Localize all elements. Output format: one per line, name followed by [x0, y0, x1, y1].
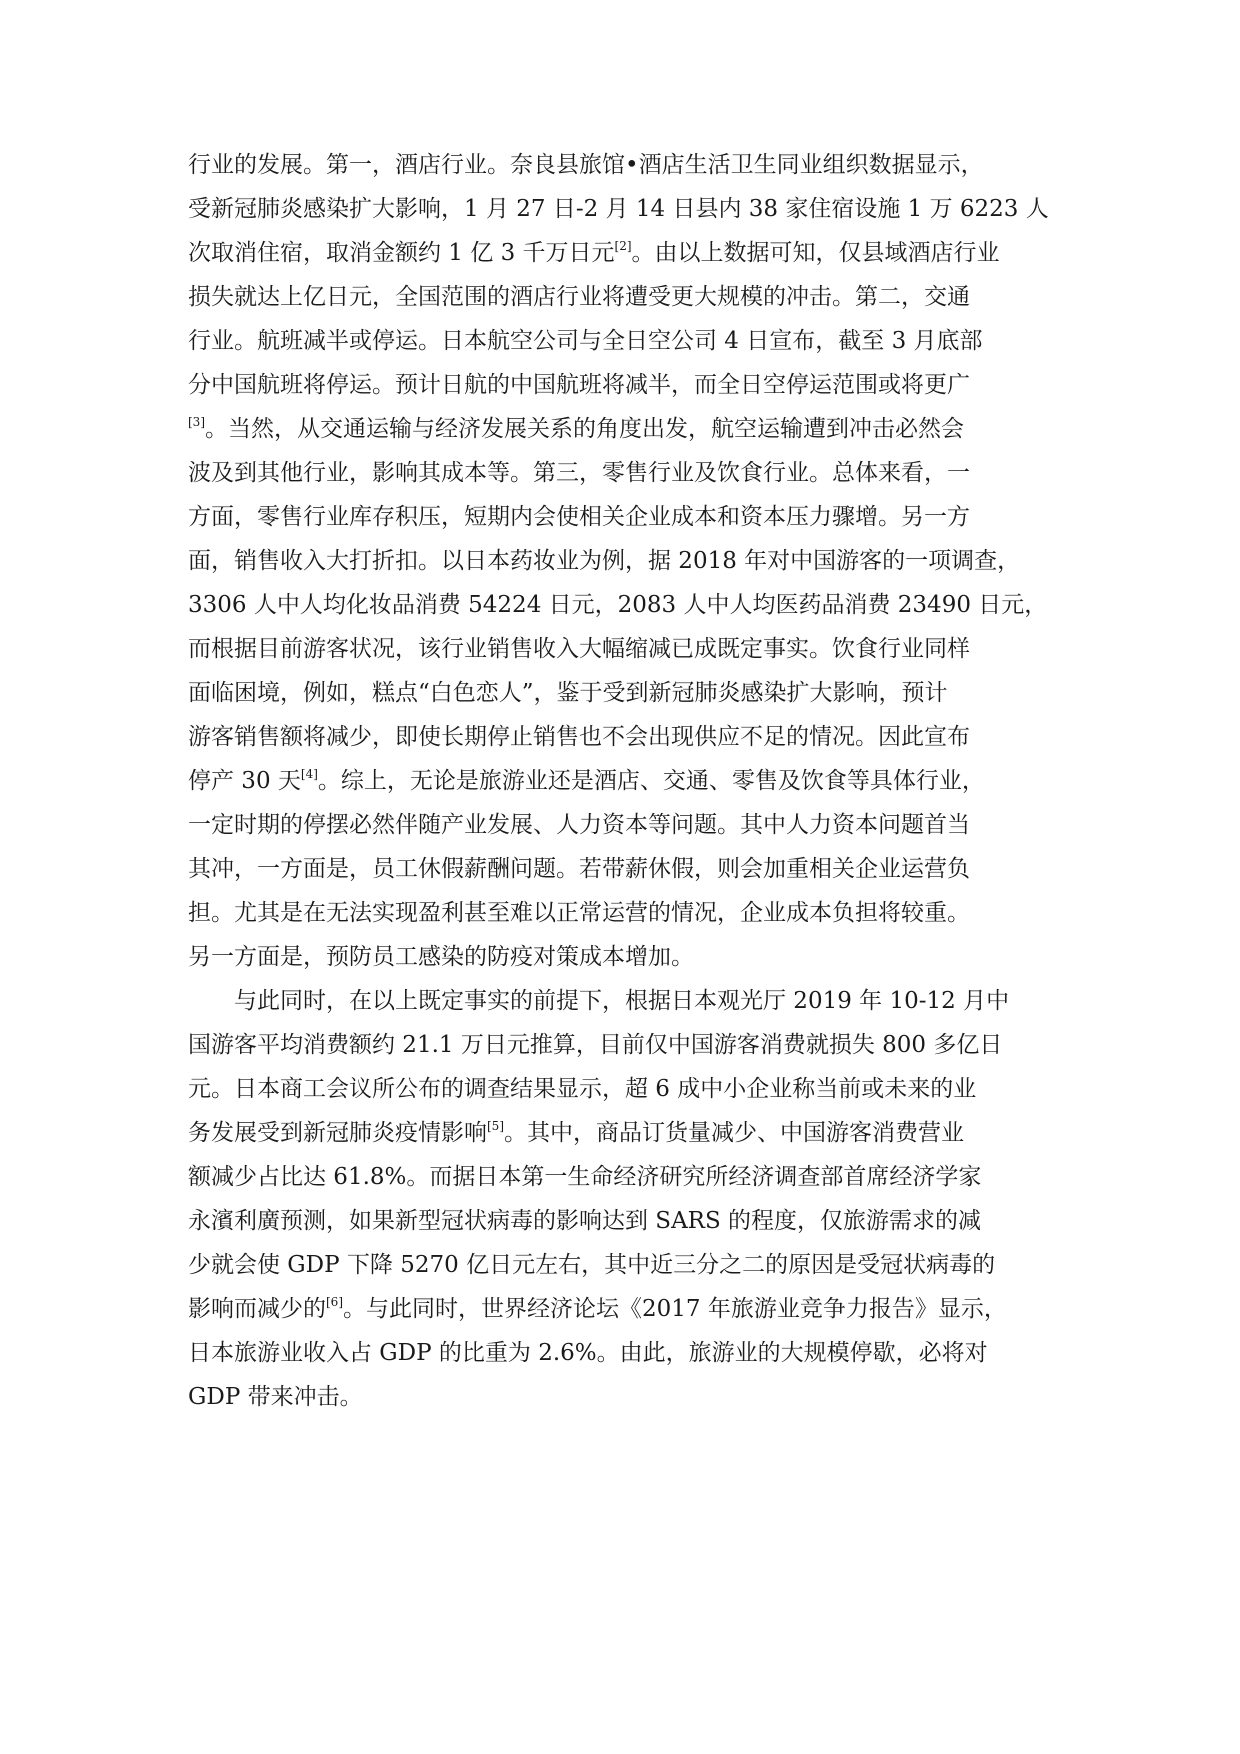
text-line: 方面，零售行业库存积压，短期内会使相关企业成本和资本压力骤增。另一方 — [188, 504, 970, 530]
text-line: 面，销售收入大打折扣。以日本药妆业为例，据 2018 年对中国游客的一项调查， — [188, 548, 1021, 574]
text-run: 。与此同时，世界经济论坛《2017 年旅游业竞争力报告》显示， — [343, 1296, 1007, 1322]
citation-ref: [3] — [188, 415, 205, 429]
paragraph-economic-loss — [188, 979, 1088, 1419]
text-line — [188, 759, 1088, 803]
text-line: 少就会使 GDP 下降 5270 亿日元左右，其中近三分之二的原因是受冠状病毒的 — [188, 1252, 996, 1278]
text-line — [188, 1111, 1088, 1155]
text-line — [188, 231, 1088, 275]
text-line: 而根据目前游客状况，该行业销售收入大幅缩减已成既定事实。饮食行业同样 — [188, 636, 970, 662]
text-line: 一定时期的停摆必然伴随产业发展、人力资本等问题。其中人力资本问题首当 — [188, 812, 970, 838]
text-line: 损失就达上亿日元，全国范围的酒店行业将遭受更大规模的冲击。第二，交通 — [188, 284, 970, 310]
text-run: 。由以上数据可知，仅县域酒店行业 — [631, 240, 1000, 266]
text-line: 与此同时，在以上既定事实的前提下，根据日本观光厅 2019 年 10-12 月中 — [234, 988, 1010, 1014]
text-line: 游客销售额将减少，即使长期停止销售也不会出现供应不足的情况。因此宣布 — [188, 724, 970, 750]
text-line: 担。尤其是在无法实现盈利甚至难以正常运营的情况，企业成本负担将较重。 — [188, 900, 970, 926]
text-line: 分中国航班将停运。预计日航的中国航班将减半，而全日空停运范围或将更广 — [188, 372, 970, 398]
text-line: 行业。航班减半或停运。日本航空公司与全日空公司 4 日宣布，截至 3 月底部 — [188, 328, 983, 354]
text-line — [188, 407, 1088, 451]
text-line — [188, 1287, 1088, 1331]
paragraph-industry-impact — [188, 143, 1088, 979]
text-line: 国游客平均消费额约 21.1 万日元推算，目前仅中国游客消费就损失 800 多亿日 — [188, 1032, 1003, 1058]
text-run: 影响而减少的 — [188, 1296, 326, 1322]
text-run: 。综上，无论是旅游业还是酒店、交通、零售及饮食等具体行业， — [317, 768, 985, 794]
text-line: 日本旅游业收入占 GDP 的比重为 2.6%。由此，旅游业的大规模停歇，必将对 — [188, 1340, 988, 1366]
text-line: 行业的发展。第一，酒店行业。奈良县旅馆•酒店生活卫生同业组织数据显示， — [188, 152, 984, 178]
text-line: 其冲，一方面是，员工休假薪酬问题。若带薪休假，则会加重相关企业运营负 — [188, 856, 970, 882]
citation-ref: [6] — [326, 1295, 343, 1309]
text-run: 。其中，商品订货量减少、中国游客消费营业 — [504, 1120, 964, 1146]
text-line: 元。日本商工会议所公布的调查结果显示，超 6 成中小企业称当前或未来的业 — [188, 1076, 977, 1102]
citation-ref: [5] — [487, 1119, 504, 1133]
text-run: 次取消住宿，取消金额约 1 亿 3 千万日元 — [188, 240, 615, 266]
text-line: 面临困境，例如，糕点“白色恋人”，鉴于受到新冠肺炎感染扩大影响，预计 — [188, 680, 948, 706]
text-line: GDP 带来冲击。 — [188, 1384, 363, 1410]
text-line: 波及到其他行业，影响其成本等。第三，零售行业及饮食行业。总体来看，一 — [188, 460, 970, 486]
citation-ref: [2] — [614, 239, 632, 253]
text-line: 受新冠肺炎感染扩大影响，1 月 27 日-2 月 14 日县内 38 家住宿设施 1 万 6223 人 — [188, 196, 1049, 222]
text-run: 务发展受到新冠肺炎疫情影响 — [188, 1120, 487, 1146]
body-text — [188, 143, 1088, 1419]
text-run: 停产 30 天 — [188, 768, 301, 794]
citation-ref: [4] — [300, 767, 318, 781]
text-line: 额减少占比达 61.8%。而据日本第一生命经济研究所经济调查部首席经济学家 — [188, 1164, 982, 1190]
text-line: 另一方面是，预防员工感染的防疫对策成本增加。 — [188, 944, 694, 970]
text-line: 永濱利廣预测，如果新型冠状病毒的影响达到 SARS 的程度，仅旅游需求的减 — [188, 1208, 982, 1234]
text-run: 。当然，从交通运输与经济发展关系的角度出发，航空运输遭到冲击必然会 — [205, 416, 964, 442]
text-line: 3306 人中人均化妆品消费 54224 日元，2083 人中人均医药品消费 23490 日元， — [188, 592, 1048, 618]
